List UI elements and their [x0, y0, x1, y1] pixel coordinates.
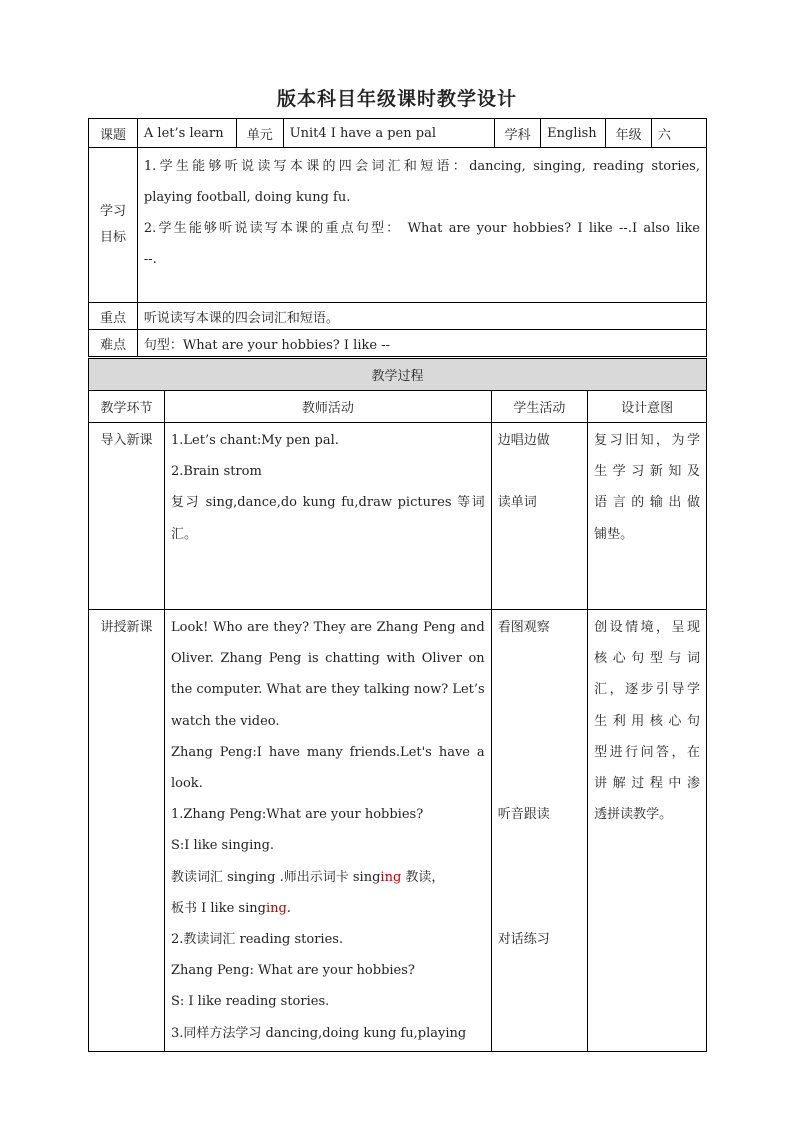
table-row — [89, 610, 707, 1052]
lesson-info-table — [88, 118, 707, 357]
process-heading: 教学过程 — [89, 359, 707, 391]
key-point-text: 听说读写本课的四会词汇和短语。 — [137, 303, 706, 330]
column-header-student: 学生活动 — [491, 391, 587, 423]
intro-student-activity: 边唱边做 读单词 — [491, 423, 587, 610]
intro-teacher-activity: 1.Let’s chant:My pen pal. 2.Brain strom 复习 sing,dance,do kung fu,draw pictures 等词 汇。 — [164, 423, 491, 610]
unit-value: Unit4 I have a pen pal — [283, 119, 495, 148]
intro-stage: 导入新课 — [89, 423, 165, 610]
subject-label: 学科 — [495, 119, 541, 148]
difficulty-text: 句型：What are your hobbies? I like -- — [137, 330, 706, 357]
intro-design-intent: 复习旧知，为学 生学习新知及 语言的输出做 铺垫。 — [588, 423, 707, 610]
unit-label: 单元 — [236, 119, 283, 148]
teaching-process-table — [88, 358, 707, 1052]
table-row — [89, 423, 707, 610]
new-lesson-design-intent: 创设情境，呈现 核心句型与词 汇，逐步引导学 生利用核心句 型进行问答，在 讲解过程中渗 透拼读教学。 — [588, 610, 707, 1052]
key-point-label: 重点 — [89, 303, 138, 330]
subject-value: English — [541, 119, 606, 148]
difficulty-label: 难点 — [89, 330, 138, 357]
goals-text: 1.学生能够听说读写本课的四会词汇和短语：dancing, singing, reading stories, playing football, doing kung fu. 2.学生能够听说读写本课的重点句型： What are your hobbies? I like --.I also like --. — [137, 148, 706, 303]
new-lesson-stage: 讲授新课 — [89, 610, 165, 1052]
document-title: 版本科目年级课时教学设计 — [276, 88, 517, 110]
column-header-stage: 教学环节 — [89, 391, 165, 423]
new-lesson-student-activity: 看图观察 听音跟读 对话练习 — [491, 610, 587, 1052]
grade-label: 年级 — [606, 119, 652, 148]
column-header-teacher: 教师活动 — [164, 391, 491, 423]
column-header-intent: 设计意图 — [588, 391, 707, 423]
goals-label: 学习 目标 — [89, 148, 138, 303]
topic-label: 课题 — [89, 119, 138, 148]
new-lesson-teacher-activity: Look! Who are they? They are Zhang Peng and Oliver. Zhang Peng is chatting with Oliver on the computer. What are they talking now? Let’s watch the video. Zhang Peng:I have many friends.Let's have a look. 1.Zhang Peng:What are your hobbies? S:I like singing. 教读词汇 singing .师出示词卡 singing 教读， 板书 I like singing. 2.教读词汇 reading stories. Zhang Peng: What are your hobbies? S: I like reading stories. 3.同样方法学习 dancing,doing kung fu,playing — [164, 610, 491, 1052]
topic-value: A let’s learn — [137, 119, 236, 148]
grade-value: 六 — [652, 119, 707, 148]
